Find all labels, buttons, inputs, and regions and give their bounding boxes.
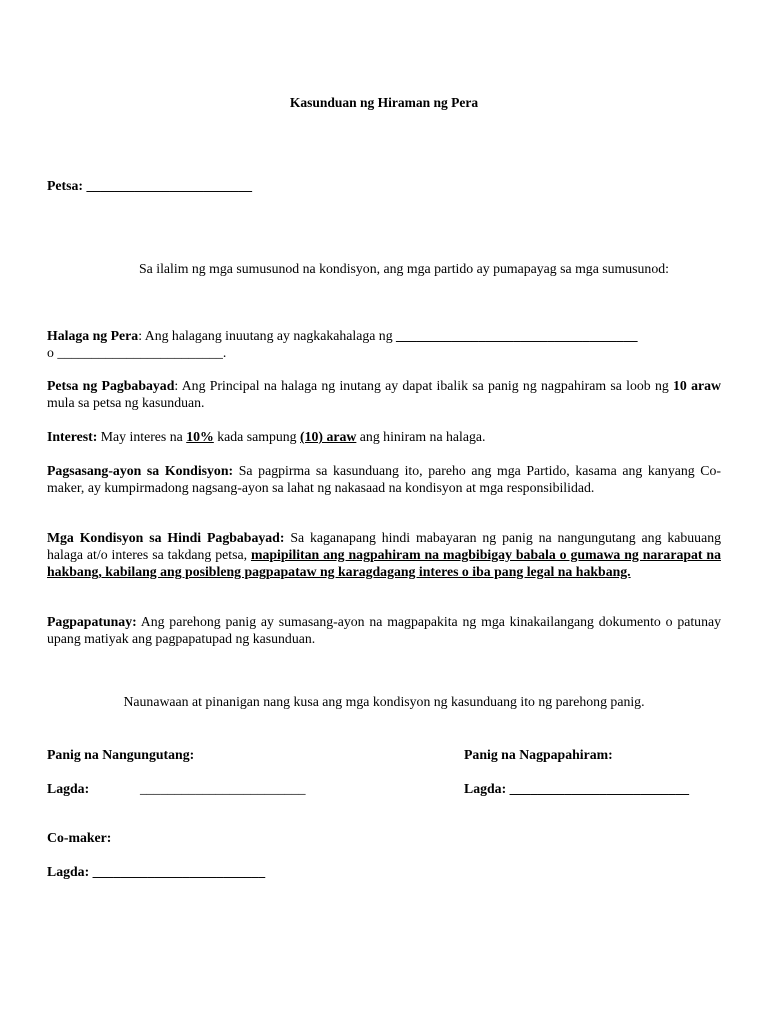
borrower-lagda-label: Lagda: [47, 781, 90, 796]
hindi-pagbabayad-text: Sa kaganapang hindi mabayaran ng panig na nangungutang ang kabuuang halaga at/o interes sa takdang petsa, [47, 530, 721, 562]
halaga-blank-1: ___________________________________ [396, 328, 638, 343]
halaga-or: o [47, 345, 54, 360]
comaker-signature [47, 863, 265, 880]
pagpapatunay-label: Pagpapatunay: [47, 614, 137, 629]
pagsasang-ayon-paragraph [47, 462, 721, 496]
pagsasang-ayon-label: Pagsasang-ayon sa Kondisyon: [47, 463, 234, 478]
borrower-label: Panig na Nangungutang: [47, 747, 195, 762]
petsa-bayad-paragraph [47, 377, 721, 411]
hindi-pagbabayad-paragraph [47, 529, 721, 580]
pagpapatunay-paragraph [47, 613, 721, 647]
interest-period: (10) araw [300, 429, 357, 444]
halaga-text: : Ang halagang inuutang ay nagkakahalaga ng [138, 328, 397, 343]
acknowledgement: Naunawaan at pinanigan nang kusa ang mga kondisyon ng kasunduang ito ng parehong panig. [123, 694, 645, 709]
halaga-end: . [222, 345, 227, 360]
document-title: Kasunduan ng Hiraman ng Pera [289, 95, 479, 110]
halaga-paragraph [47, 327, 721, 361]
pagpapatunay-text: Ang parehong panig ay sumasang-ayon na magpapakita ng mga kinakailangang dokumento o patunay upang matiyak ang pagpapatupad ng kasunduan. [47, 614, 721, 646]
interest-rate: 10% [186, 429, 214, 444]
comaker-signature-line: _________________________ [92, 864, 266, 879]
petsa-bayad-text-2: mula sa petsa ng kasunduan. [47, 395, 205, 410]
interest-paragraph [47, 428, 721, 445]
lender-signature-line: __________________________ [509, 781, 689, 796]
pagsasang-ayon-text: Sa pagpirma sa kasunduang ito, pareho ang mga Partido, kasama ang kanyang Co-maker, ay kumpirmadong nagsang-ayon sa lahat ng nakasaad na kondisyon at mga responsibilidad. [47, 463, 721, 495]
date-line [47, 177, 252, 194]
hindi-pagbabayad-underlined: mapipilitan ang nagpahiram na magbibigay babala o gumawa ng nararapat na hakbang, kabilang ang posibleng pagpapataw ng karagdagang interes o iba pang legal na hakbang. [47, 547, 721, 579]
date-label: Petsa: [47, 178, 84, 193]
lender-signature [464, 780, 689, 797]
petsa-bayad-days: 10 araw [673, 378, 721, 393]
interest-text-1: May interes na [97, 429, 187, 444]
borrower-signature-line: ________________________ [140, 781, 306, 796]
lender-lagda-label: Lagda: [464, 781, 507, 796]
halaga-blank-2: ________________________ [57, 345, 223, 360]
petsa-bayad-label: Petsa ng Pagbabayad [47, 378, 175, 393]
lender-label: Panig na Nagpapahiram: [464, 747, 613, 762]
hindi-pagbabayad-label: Mga Kondisyon sa Hindi Pagbabayad: [47, 530, 285, 545]
intro-paragraph: Sa ilalim ng mga sumusunod na kondisyon, ang mga partido ay pumapayag sa mga sumusunod: [139, 261, 669, 276]
date-blank: ________________________ [86, 178, 253, 193]
interest-text-3: ang hiniram na halaga. [356, 429, 486, 444]
interest-text-2: kada sampung [213, 429, 301, 444]
comaker-lagda-label: Lagda: [47, 864, 90, 879]
comaker-label: Co-maker: [47, 830, 112, 845]
petsa-bayad-text-1: : Ang Principal na halaga ng inutang ay dapat ibalik sa panig ng nagpahiram sa loob ng [174, 378, 674, 393]
halaga-label: Halaga ng Pera [47, 328, 139, 343]
interest-label: Interest: [47, 429, 98, 444]
